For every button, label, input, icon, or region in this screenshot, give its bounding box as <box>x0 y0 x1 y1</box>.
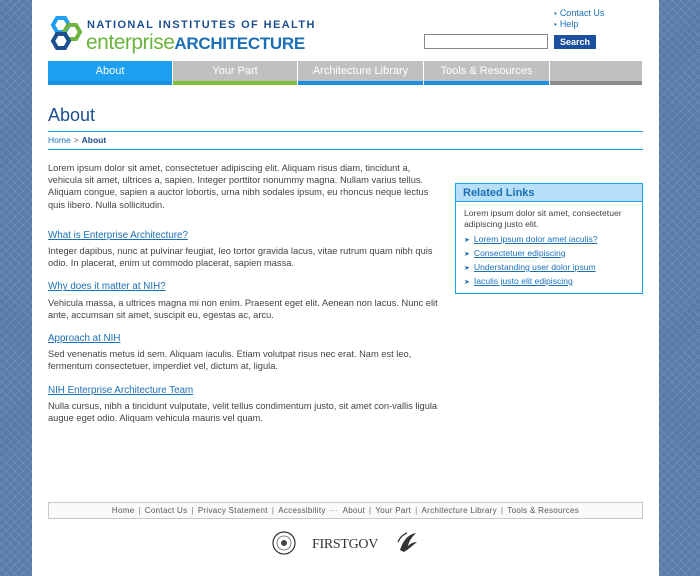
arrow-right-icon: ➤ <box>464 265 470 272</box>
section-heading-link[interactable]: Approach at NIH <box>48 333 121 345</box>
hhs-eagle-icon[interactable] <box>394 528 422 556</box>
nih-ea-logo[interactable] <box>47 16 327 56</box>
footer-ellipsis: ··· <box>329 506 339 515</box>
nav-tab-architecture-library[interactable]: Architecture Library <box>298 61 423 85</box>
content-section <box>48 333 440 373</box>
intro-paragraph: Lorem ipsum dolor sit amet, consectetuer adipiscing elit. Aliquam risus diam, tincidunt a, vehicula sit amet, ultrices a, sapien. Integer porttitor nonummy magna. Nullam varius tellus. Aliquam congue, sapien a auctor lobortis, urna nibh sodales ipsum, eu rhoncus neque lectus quis libero. Nulla sollicitudin. <box>48 163 429 210</box>
nav-tab-your-part[interactable]: Your Part <box>173 61 297 85</box>
related-links-box <box>455 183 643 294</box>
related-links-title: Related Links <box>456 184 642 202</box>
arrow-right-icon: ➤ <box>464 251 470 258</box>
footer-link-accessibility[interactable]: Accessibility <box>278 506 326 515</box>
search-button[interactable]: Search <box>554 35 596 49</box>
contact-us-label: Contact Us <box>559 8 605 18</box>
nav-tab-empty <box>550 61 642 85</box>
brand-part-architecture: ARCHITECTURE <box>174 34 305 53</box>
breadcrumb <box>48 131 643 150</box>
main-nav <box>48 61 643 85</box>
main-content <box>48 162 440 436</box>
page-title: About <box>48 105 96 125</box>
content-section <box>48 385 440 425</box>
hexagon-logo-icon <box>47 16 85 52</box>
nav-tab-tools-resources[interactable]: Tools & Resources <box>424 61 549 85</box>
footer-link-your-part[interactable]: Your Part <box>375 506 412 515</box>
footer-link-contact-us[interactable]: Contact Us <box>144 506 188 515</box>
footer-separator: | <box>369 506 372 515</box>
nav-tab-about[interactable]: About <box>48 61 172 85</box>
brand-part-enterprise: enterprise <box>86 31 175 54</box>
section-body: Vehicula massa, a ultrices magna mi non enim. Praesent eget elit. Aenean non lacus. Nunc elit ante, accumsan sit amet, suscipit eu, egestas ac, arcu. <box>48 297 438 320</box>
help-link[interactable] <box>554 19 604 30</box>
breadcrumb-home-link[interactable]: Home <box>48 135 71 145</box>
related-link[interactable] <box>464 233 642 247</box>
related-link-label: Lorem ipsum dolor amet iaculis? <box>473 234 598 244</box>
search-input[interactable] <box>424 34 548 49</box>
breadcrumb-separator: > <box>73 135 79 145</box>
section-heading-link[interactable]: NIH Enterprise Architecture Team <box>48 384 194 396</box>
section-body: Integer dapibus, nunc at pulvinar feugiat, leo tortor gravida lacus, vitae rutrum quam nibh quis odio. In placerat, enim ut commodo placerat, sapien massa. <box>48 246 433 269</box>
related-link[interactable] <box>464 275 642 289</box>
footer-separator: | <box>500 506 504 515</box>
bullet-icon: • <box>554 9 557 18</box>
related-link-label: Iaculis justo elit edipiscing <box>473 276 573 286</box>
page-container <box>32 0 659 576</box>
footer-link-architecture-library[interactable]: Architecture Library <box>421 506 497 515</box>
brand-name <box>86 31 305 55</box>
section-body: Sed venenatis metus id sem. Aliquam iaculis. Etiam volutpat risus nec erat. Nam est leo, fermentum consectetuer, imperdiet vel, dictum at, ligula. <box>48 349 412 372</box>
footer-separator: | <box>138 506 141 515</box>
related-link[interactable] <box>464 261 642 275</box>
utility-links <box>554 8 604 30</box>
section-heading-link[interactable]: What is Enterprise Architecture? <box>48 229 188 241</box>
footer-separator: | <box>415 506 418 515</box>
arrow-right-icon: ➤ <box>464 279 470 286</box>
bullet-icon: • <box>554 20 557 29</box>
related-link-label: Consectetuer edipiscing <box>473 248 566 258</box>
firstgov-logo[interactable]: FIRSTGOV <box>312 537 379 552</box>
footer-separator: | <box>271 506 275 515</box>
related-link[interactable] <box>464 247 642 261</box>
section-body: Nulla cursus, nibh a tincidunt vulputate, velit tellus condimentum justo, sit amet con-vallis ligula augue eget odio. Aliquam vehicula mauris vel quam. <box>48 400 438 424</box>
footer-link-home[interactable]: Home <box>111 506 135 515</box>
arrow-right-icon: ➤ <box>464 237 470 244</box>
related-links-list <box>456 233 642 289</box>
content-section <box>48 230 440 270</box>
footer-link-about[interactable]: About <box>342 506 365 515</box>
related-link-label: Understanding user dolor ipsum <box>473 262 596 272</box>
related-links-description: Lorem ipsum dolor sit amet, consectetuer adipiscing justo elit. <box>464 208 622 229</box>
breadcrumb-current: About <box>81 135 107 145</box>
footer-link-privacy[interactable]: Privacy Statement <box>197 506 268 515</box>
contact-us-link[interactable] <box>554 8 604 19</box>
content-section <box>48 281 440 321</box>
help-label: Help <box>559 19 579 29</box>
section-heading-link[interactable]: Why does it matter at NIH? <box>48 281 166 293</box>
org-name: NATIONAL INSTITUTES OF HEALTH <box>87 19 316 31</box>
footer-links <box>48 502 643 519</box>
hhs-seal-icon[interactable] <box>272 531 296 555</box>
footer-link-tools-resources[interactable]: Tools & Resources <box>507 506 580 515</box>
footer-separator: | <box>191 506 194 515</box>
